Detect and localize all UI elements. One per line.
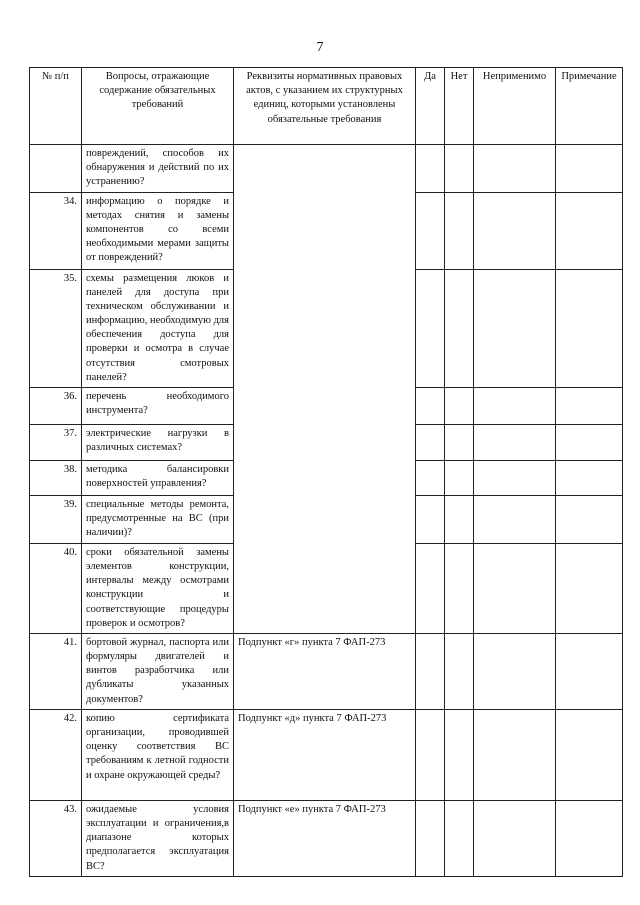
header-question: Вопросы, отражающие содержание обязательных требований bbox=[82, 68, 234, 145]
cell-not-applicable[interactable] bbox=[474, 633, 556, 709]
cell-not-applicable[interactable] bbox=[474, 709, 556, 800]
cell-yes[interactable] bbox=[416, 709, 445, 800]
row-question: схемы размещения люков и панелей для доступа при техническом обслуживании и информацию, необходимую для обеспечения доступа для проверки и осмотра в случае отсутствия смотровых панелей? bbox=[82, 269, 234, 387]
row-question: ожидаемые условия эксплуатации и ограничения,в диапазоне которых предполагается эксплуатация ВС? bbox=[82, 800, 234, 876]
row-number: 39. bbox=[30, 495, 82, 543]
cell-yes[interactable] bbox=[416, 387, 445, 424]
cell-yes[interactable] bbox=[416, 800, 445, 876]
cell-yes[interactable] bbox=[416, 460, 445, 495]
cell-no[interactable] bbox=[445, 495, 474, 543]
row-requisites: Подпункт «г» пункта 7 ФАП-273 bbox=[234, 633, 416, 709]
row-question: методика балансировки поверхностей управления? bbox=[82, 460, 234, 495]
cell-no[interactable] bbox=[445, 800, 474, 876]
cell-note[interactable] bbox=[556, 192, 623, 269]
row-question: бортовой журнал, паспорта или формуляры двигателей и винтов разработчика или дубликаты указанных документов? bbox=[82, 633, 234, 709]
row-question: копию сертификата организации, проводившей оценку соответствия ВС требованиям к летной годности и охране окружающей среды? bbox=[82, 709, 234, 800]
cell-note[interactable] bbox=[556, 145, 623, 193]
cell-not-applicable[interactable] bbox=[474, 269, 556, 387]
cell-no[interactable] bbox=[445, 460, 474, 495]
cell-yes[interactable] bbox=[416, 145, 445, 193]
cell-note[interactable] bbox=[556, 387, 623, 424]
table-header-row bbox=[30, 68, 623, 145]
row-number: 41. bbox=[30, 633, 82, 709]
row-number: 40. bbox=[30, 543, 82, 633]
header-note: Примечание bbox=[556, 68, 623, 145]
cell-note[interactable] bbox=[556, 460, 623, 495]
cell-yes[interactable] bbox=[416, 543, 445, 633]
row-number: 37. bbox=[30, 424, 82, 460]
row-number: 42. bbox=[30, 709, 82, 800]
table-row bbox=[30, 709, 623, 800]
row-number: 35. bbox=[30, 269, 82, 387]
cell-not-applicable[interactable] bbox=[474, 495, 556, 543]
header-num: № п/п bbox=[30, 68, 82, 145]
row-question: информацию о порядке и методах снятия и замены компонентов со всеми необходимыми мерами защиты от повреждений? bbox=[82, 192, 234, 269]
table-row bbox=[30, 633, 623, 709]
row-number bbox=[30, 145, 82, 193]
row-question: перечень необходимого инструмента? bbox=[82, 387, 234, 424]
cell-no[interactable] bbox=[445, 543, 474, 633]
table-row bbox=[30, 145, 623, 193]
cell-no[interactable] bbox=[445, 192, 474, 269]
cell-yes[interactable] bbox=[416, 424, 445, 460]
row-requisites: Подпункт «д» пункта 7 ФАП-273 bbox=[234, 709, 416, 800]
cell-yes[interactable] bbox=[416, 269, 445, 387]
row-requisites: Подпункт «е» пункта 7 ФАП-273 bbox=[234, 800, 416, 876]
cell-not-applicable[interactable] bbox=[474, 543, 556, 633]
cell-no[interactable] bbox=[445, 269, 474, 387]
cell-not-applicable[interactable] bbox=[474, 800, 556, 876]
header-not-applicable: Неприменимо bbox=[474, 68, 556, 145]
cell-note[interactable] bbox=[556, 269, 623, 387]
cell-note[interactable] bbox=[556, 709, 623, 800]
header-no: Нет bbox=[445, 68, 474, 145]
cell-note[interactable] bbox=[556, 424, 623, 460]
table-row bbox=[30, 800, 623, 876]
cell-no[interactable] bbox=[445, 145, 474, 193]
row-question: электрические нагрузки в различных системах? bbox=[82, 424, 234, 460]
row-number: 43. bbox=[30, 800, 82, 876]
row-number: 38. bbox=[30, 460, 82, 495]
cell-no[interactable] bbox=[445, 709, 474, 800]
cell-not-applicable[interactable] bbox=[474, 460, 556, 495]
cell-yes[interactable] bbox=[416, 192, 445, 269]
row-question: специальные методы ремонта, предусмотренные на ВС (при наличии)? bbox=[82, 495, 234, 543]
cell-yes[interactable] bbox=[416, 495, 445, 543]
page-number: 7 bbox=[316, 40, 324, 55]
cell-not-applicable[interactable] bbox=[474, 424, 556, 460]
row-requisites bbox=[234, 145, 416, 634]
cell-note[interactable] bbox=[556, 495, 623, 543]
cell-no[interactable] bbox=[445, 424, 474, 460]
header-requisites: Реквизиты нормативных правовых актов, с указанием их структурных единиц, которыми установлены обязательные требования bbox=[234, 68, 416, 145]
header-yes: Да bbox=[416, 68, 445, 145]
cell-no[interactable] bbox=[445, 633, 474, 709]
cell-note[interactable] bbox=[556, 543, 623, 633]
cell-not-applicable[interactable] bbox=[474, 145, 556, 193]
cell-note[interactable] bbox=[556, 633, 623, 709]
cell-no[interactable] bbox=[445, 387, 474, 424]
cell-not-applicable[interactable] bbox=[474, 192, 556, 269]
cell-not-applicable[interactable] bbox=[474, 387, 556, 424]
row-question: сроки обязательной замены элементов конструкции, интервалы между осмотрами конструкции и соответствующие процедуры проверок и осмотров? bbox=[82, 543, 234, 633]
row-question: повреждений, способов их обнаружения и действий по их устранению? bbox=[82, 145, 234, 193]
row-number: 36. bbox=[30, 387, 82, 424]
requirements-checklist-table bbox=[29, 67, 623, 877]
cell-yes[interactable] bbox=[416, 633, 445, 709]
cell-note[interactable] bbox=[556, 800, 623, 876]
row-number: 34. bbox=[30, 192, 82, 269]
